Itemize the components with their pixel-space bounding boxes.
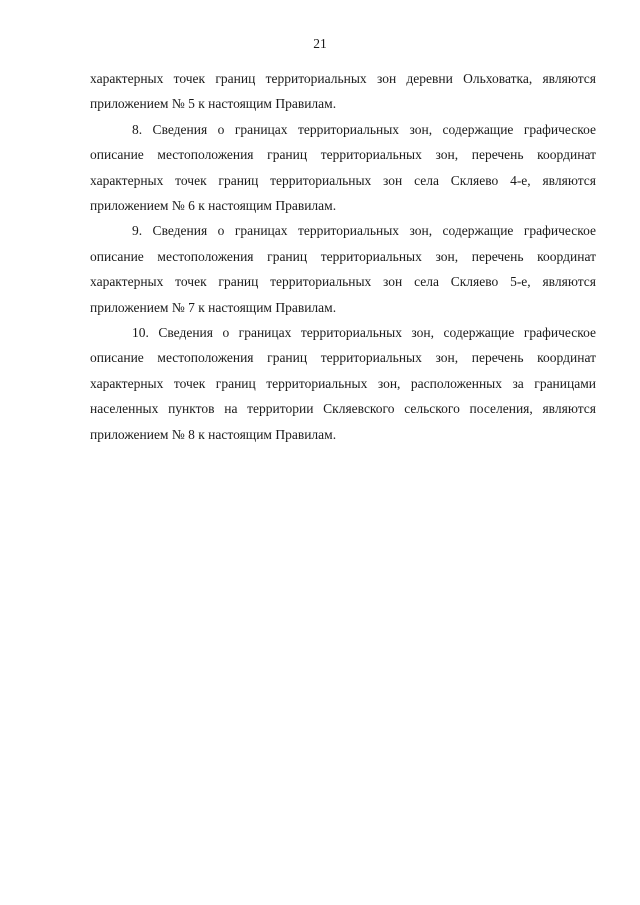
paragraph-continuation: характерных точек границ территориальных зон деревни Ольховатка, являются приложением № 5 к настоящим Правилам.: [90, 71, 596, 112]
paragraph-item-9: 9. Сведения о границах территориальных зон, содержащие графическое описание местоположения границ территориальных зон, перечень координат характерных точек границ территориальных зон села Скляево 5-е, являются приложением № 7 к настоящим Правилам.: [90, 223, 596, 315]
paragraph-item-8: 8. Сведения о границах территориальных зон, содержащие графическое описание местоположения границ территориальных зон, перечень координат характерных точек границ территориальных зон села Скляево 4-е, являются приложением № 6 к настоящим Правилам.: [90, 121, 596, 214]
document-body: [90, 66, 596, 447]
paragraph-item-10: 10. Сведения о границах территориальных зон, содержащие графическое описание местоположения границ территориальных зон, перечень координат характерных точек границ территориальных зон, расположенных за границами населенных пунктов на территории Скляевского сельского поселения, являются приложением № 8 к настоящим Правилам.: [90, 325, 596, 442]
page-number: 21: [313, 36, 327, 51]
